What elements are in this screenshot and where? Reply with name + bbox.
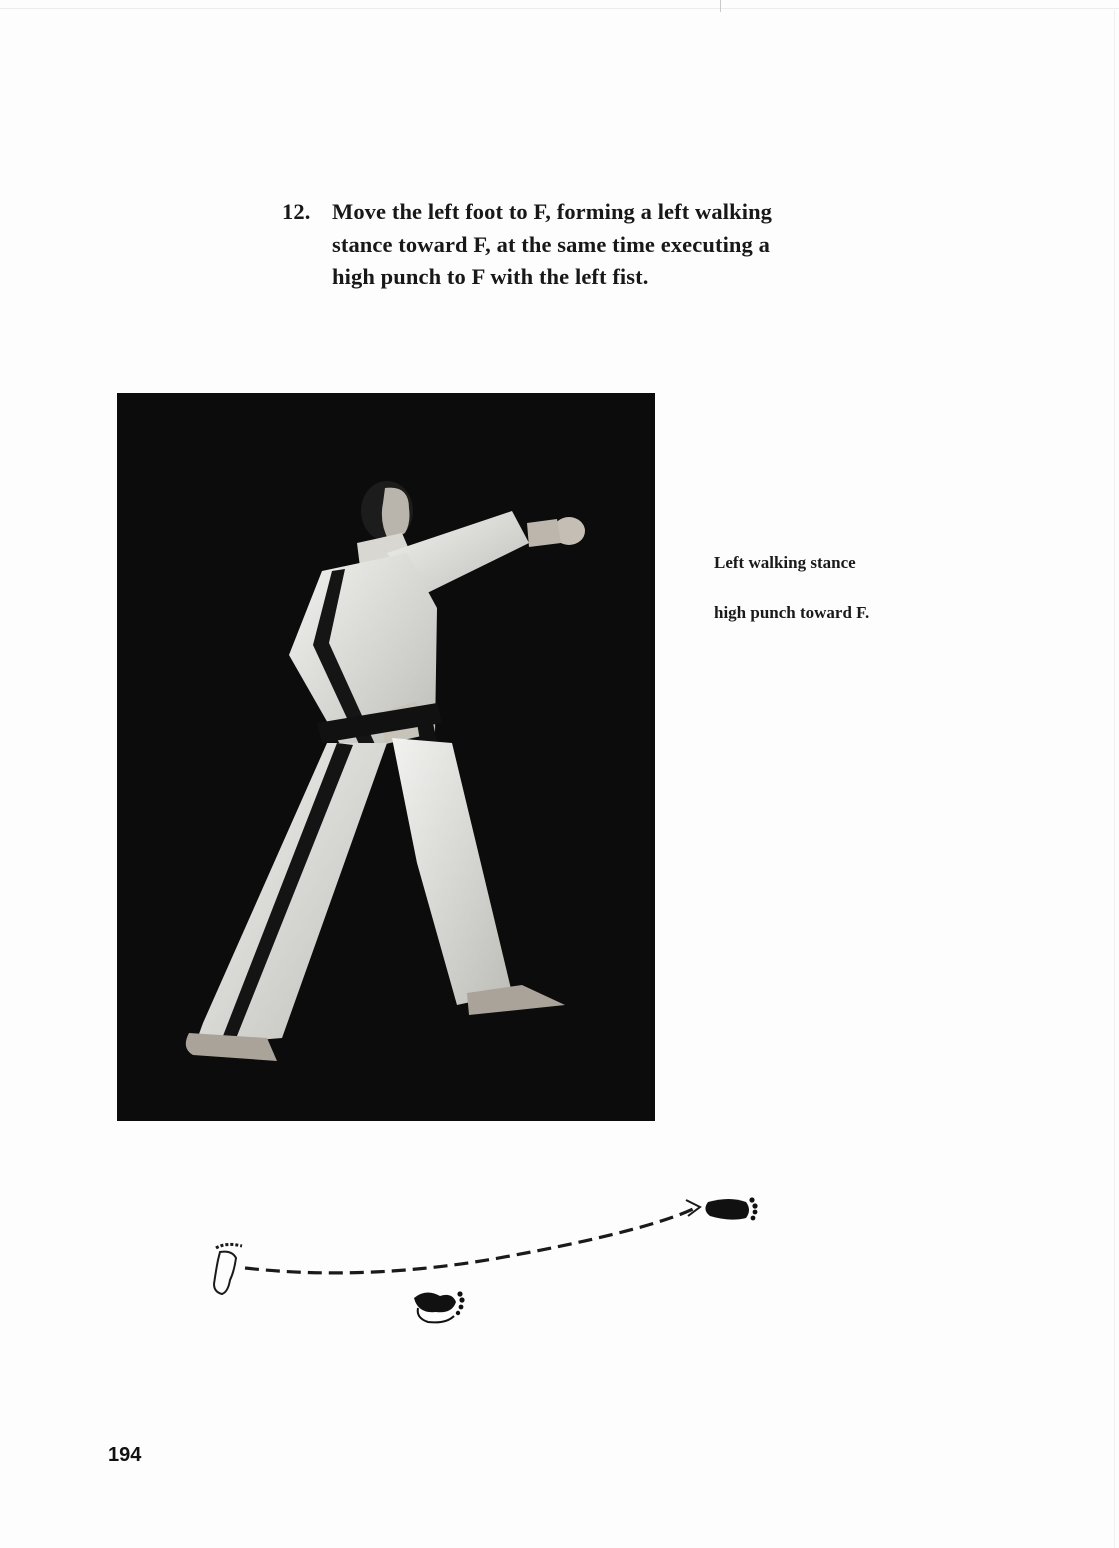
photo-caption bbox=[714, 550, 974, 650]
arrow-head-icon bbox=[686, 1200, 700, 1216]
page-number: 194 bbox=[108, 1444, 142, 1466]
caption-line-1: Left walking stance bbox=[714, 553, 856, 572]
footwork-diagram bbox=[190, 1180, 790, 1340]
page-top-edge bbox=[0, 8, 1119, 9]
dashed-movement-path bbox=[245, 1208, 695, 1273]
martial-artist-figure bbox=[117, 393, 655, 1121]
outline-footprint-icon bbox=[214, 1244, 242, 1294]
instruction-line-3: high punch to F with the left fist. bbox=[332, 264, 649, 289]
solid-footprint-icon bbox=[705, 1197, 757, 1220]
instruction-line-2: stance toward F, at the same time executing a bbox=[332, 231, 770, 257]
page-top-tick bbox=[720, 0, 721, 12]
instruction-step bbox=[282, 196, 882, 294]
page-right-edge bbox=[1114, 10, 1115, 1548]
step-number: 12. bbox=[282, 199, 311, 224]
caption-line-2: high punch toward F. bbox=[714, 603, 870, 622]
technique-photo bbox=[117, 393, 655, 1121]
instruction-line-1: Move the left foot to F, forming a left walking bbox=[332, 199, 773, 224]
pivot-footprint-icon bbox=[414, 1291, 465, 1322]
